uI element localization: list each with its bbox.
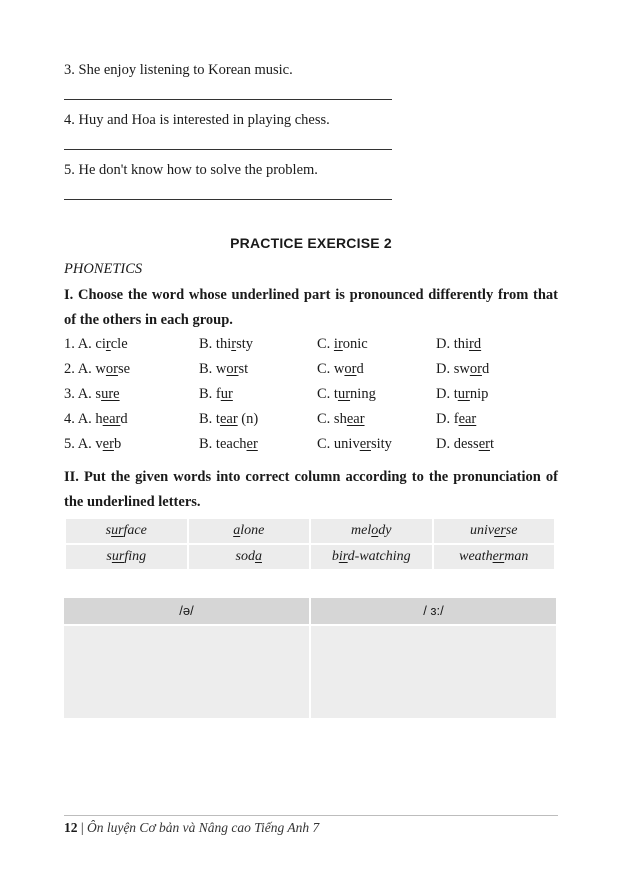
word-cell xyxy=(189,545,310,569)
underlined-part: o xyxy=(371,523,379,538)
underlined-part: er xyxy=(102,436,114,452)
word-part: B. f xyxy=(199,386,221,402)
underlined-part: a xyxy=(254,549,262,564)
answer-option[interactable] xyxy=(199,336,253,353)
underlined-part: ear xyxy=(458,411,477,427)
answer-option[interactable] xyxy=(199,411,258,428)
word-cell xyxy=(66,545,187,569)
answer-line-5[interactable] xyxy=(64,199,392,200)
underlined-part: or xyxy=(344,361,357,377)
word-part: 2. A. w xyxy=(64,361,106,377)
word-part: 1. A. ci xyxy=(64,336,106,352)
word-part: d xyxy=(481,361,490,377)
underlined-part: ur xyxy=(220,386,233,402)
answer-option[interactable] xyxy=(199,386,233,403)
answer-option[interactable] xyxy=(436,436,494,453)
word-cell xyxy=(434,545,555,569)
word-part: s xyxy=(105,523,112,538)
word-part: b xyxy=(113,436,122,452)
word-part: D. dess xyxy=(436,436,479,452)
answer-option[interactable] xyxy=(64,386,120,403)
underlined-part: ear xyxy=(102,411,121,427)
underlined-part: er xyxy=(494,523,506,538)
word-cell xyxy=(189,519,310,543)
word-part: D. sw xyxy=(436,361,470,377)
word-part: man xyxy=(504,549,529,564)
instruction-2: II. Put the given words into correct column according to the pronunciation of the underlined letters. xyxy=(64,469,558,510)
word-part: d xyxy=(120,411,128,427)
word-cell xyxy=(66,519,187,543)
underlined-part: ur xyxy=(111,549,125,564)
question-row xyxy=(64,386,558,406)
phonetic-table xyxy=(64,598,556,718)
underlined-part: rd xyxy=(469,336,482,352)
answer-option[interactable] xyxy=(317,436,392,453)
word-part: ning xyxy=(350,386,376,402)
answer-option[interactable] xyxy=(317,386,376,403)
page-footer xyxy=(64,820,319,836)
word-part: face xyxy=(123,523,147,538)
word-part: fing xyxy=(124,549,147,564)
word-cell xyxy=(311,519,432,543)
underlined-part: ur xyxy=(337,386,351,402)
word-cell xyxy=(311,545,432,569)
underlined-part: a xyxy=(233,523,241,538)
exercise-title: PRACTICE EXERCISE 2 xyxy=(230,235,392,251)
question-row xyxy=(64,361,558,381)
answer-option[interactable] xyxy=(64,336,128,353)
sentence-3: 3. She enjoy listening to Korean music. xyxy=(64,62,293,78)
page-number: 12 xyxy=(64,820,78,835)
answer-option[interactable] xyxy=(317,361,364,378)
answer-option[interactable] xyxy=(436,361,489,378)
word-part: C. sh xyxy=(317,411,347,427)
answer-option[interactable] xyxy=(317,411,365,428)
underlined-part: or xyxy=(226,361,239,377)
word-part: sod xyxy=(235,549,255,564)
word-part: se xyxy=(118,361,131,377)
word-part: C. w xyxy=(317,361,345,377)
instruction-1: I. Choose the word whose underlined part is pronounced differently from that of the others in each group. xyxy=(64,287,558,328)
word-part: mel xyxy=(351,523,372,538)
word-part: d-watching xyxy=(347,549,411,564)
underlined-part: ure xyxy=(101,386,120,402)
underlined-part: er xyxy=(478,436,490,452)
word-part: se xyxy=(505,523,518,538)
sentence-4: 4. Huy and Hoa is interested in playing chess. xyxy=(64,112,330,128)
word-part: C. t xyxy=(317,386,338,402)
word-part: dy xyxy=(378,523,392,538)
footer-rule xyxy=(64,815,558,816)
word-part: C. xyxy=(317,336,334,352)
word-cell xyxy=(434,519,555,543)
phon-col-area-schwa[interactable] xyxy=(64,626,309,718)
word-part: onic xyxy=(342,336,368,352)
word-part: B. teach xyxy=(199,436,247,452)
word-part: D. f xyxy=(436,411,459,427)
sentence-5: 5. He don't know how to solve the problem. xyxy=(64,162,318,178)
question-row xyxy=(64,336,558,356)
word-part: lone xyxy=(240,523,265,538)
answer-option[interactable] xyxy=(436,386,488,403)
words-row xyxy=(66,519,554,543)
word-part: B. t xyxy=(199,411,220,427)
underlined-part: ear xyxy=(346,411,365,427)
word-part: B. thi xyxy=(199,336,232,352)
word-part: B. w xyxy=(199,361,227,377)
section-label: PHONETICS xyxy=(64,261,143,277)
word-part: d xyxy=(356,361,364,377)
underlined-part: er xyxy=(359,436,371,452)
underlined-part: or xyxy=(105,361,118,377)
footer-separator: | xyxy=(77,820,87,835)
underlined-part: er xyxy=(492,549,505,564)
word-part: nip xyxy=(469,386,489,402)
answer-option[interactable] xyxy=(199,361,248,378)
underlined-part: r xyxy=(105,336,111,352)
answer-option[interactable] xyxy=(64,361,130,378)
word-part: 5. A. v xyxy=(64,436,103,452)
word-part: weath xyxy=(459,549,493,564)
answer-option[interactable] xyxy=(436,411,476,428)
underlined-part: ir xyxy=(333,336,343,352)
word-part: 3. A. s xyxy=(64,386,102,402)
word-part: (n) xyxy=(237,411,259,427)
answer-line-4[interactable] xyxy=(64,149,392,150)
answer-option[interactable] xyxy=(436,336,481,353)
word-part: sty xyxy=(236,336,253,352)
word-part: 4. A. h xyxy=(64,411,103,427)
word-part: sity xyxy=(370,436,392,452)
book-title: Ôn luyện Cơ bản và Nâng cao Tiếng Anh 7 xyxy=(86,820,320,835)
underlined-part: ir xyxy=(338,549,348,564)
word-part: cle xyxy=(110,336,128,352)
word-part: C. univ xyxy=(317,436,360,452)
question-row xyxy=(64,436,558,456)
phon-col-area-er[interactable] xyxy=(311,626,556,718)
underlined-part: ear xyxy=(219,411,238,427)
word-part: st xyxy=(238,361,249,377)
word-part: D. t xyxy=(436,386,458,402)
phon-col-header-schwa: /ə/ xyxy=(64,598,309,624)
underlined-part: er xyxy=(246,436,258,452)
question-row xyxy=(64,411,558,431)
underlined-part: or xyxy=(469,361,482,377)
word-part: t xyxy=(489,436,494,452)
words-row xyxy=(66,545,554,569)
answer-option[interactable] xyxy=(64,436,121,453)
underlined-part: ur xyxy=(457,386,470,402)
answer-option[interactable] xyxy=(64,411,128,428)
phon-col-header-er: / ɜ:/ xyxy=(311,598,556,624)
underlined-part: ur xyxy=(111,523,124,538)
word-part: b xyxy=(331,549,339,564)
words-table xyxy=(64,517,556,571)
word-part: univ xyxy=(470,523,495,538)
word-part: s xyxy=(106,549,112,564)
answer-option[interactable] xyxy=(317,336,368,353)
answer-line-3[interactable] xyxy=(64,99,392,100)
answer-option[interactable] xyxy=(199,436,258,453)
word-part: D. thi xyxy=(436,336,470,352)
underlined-part: r xyxy=(231,336,237,352)
